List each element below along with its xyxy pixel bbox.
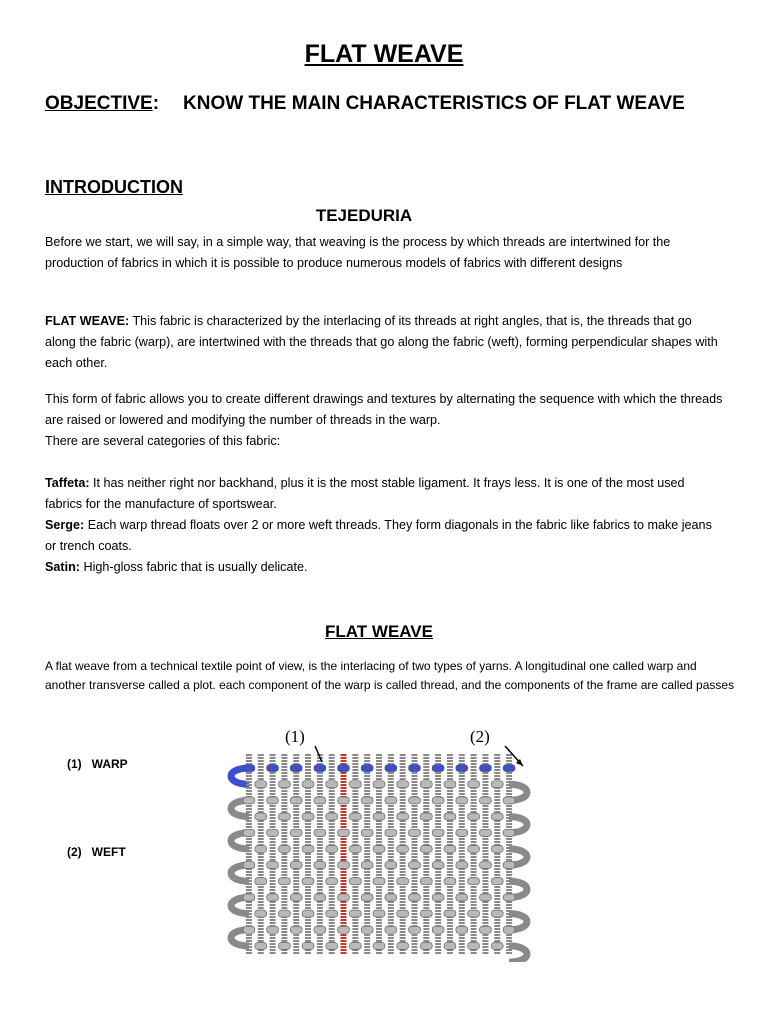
- weft-thread: [503, 829, 515, 836]
- weft-thread: [314, 862, 326, 869]
- weft-thread: [290, 894, 302, 901]
- weft-thread: [243, 797, 255, 804]
- weft-thread: [444, 781, 456, 788]
- weft-thread: [290, 862, 302, 869]
- flat-weave-label: FLAT WEAVE:: [45, 314, 130, 328]
- weft-thread: [278, 845, 290, 852]
- weft-thread: [385, 829, 397, 836]
- intro-paragraph: Before we start, we will say, in a simple way, that weaving is the process by which threads are intertwined for the production of fabrics in which it is possible to produce numerous models of fabrics with different designs: [45, 235, 671, 270]
- legend-warp: [67, 757, 128, 771]
- weft-thread: [432, 797, 444, 804]
- weft-thread: [290, 926, 302, 933]
- serge-text: Each warp thread floats over 2 or more weft threads. They form diagonals in the fabric like fabrics to make jeans or trench coats.: [45, 518, 712, 553]
- flat-weave-paragraph: A flat weave from a technical textile point of view, is the interlacing of two types of yarns. A longitudinal one called warp and another transverse called a plot. each component of the warp is called thread, and the components of the frame are called passes: [45, 659, 735, 692]
- weft-thread: [420, 942, 432, 949]
- legend-weft: [67, 845, 126, 859]
- weft-thread: [243, 862, 255, 869]
- weft-thread: [338, 894, 350, 901]
- weft-thread: [373, 845, 385, 852]
- weft-thread-highlighted: [503, 765, 515, 772]
- weft-thread: [468, 942, 480, 949]
- marker-1-label: (1): [285, 727, 305, 746]
- weft-thread: [290, 797, 302, 804]
- weft-thread: [456, 862, 468, 869]
- weft-thread: [397, 845, 409, 852]
- weft-thread: [373, 813, 385, 820]
- weft-thread: [397, 813, 409, 820]
- weft-thread: [326, 845, 338, 852]
- marker-2-label: (2): [470, 727, 490, 746]
- weft-thread: [255, 878, 267, 885]
- weft-thread: [503, 926, 515, 933]
- weft-thread: [420, 813, 432, 820]
- weft-thread-highlighted: [267, 765, 279, 772]
- weft-thread: [314, 894, 326, 901]
- legend-warp-label: WARP: [91, 757, 128, 771]
- weft-thread: [267, 829, 279, 836]
- weft-thread: [385, 797, 397, 804]
- weave-diagram: [215, 722, 535, 962]
- tejeduria-heading: TEJEDURIA: [315, 206, 413, 225]
- weft-thread: [397, 781, 409, 788]
- weft-thread: [267, 894, 279, 901]
- weft-thread: [444, 942, 456, 949]
- weft-thread: [480, 894, 492, 901]
- weft-thread: [432, 926, 444, 933]
- weft-thread: [409, 862, 421, 869]
- weft-thread: [326, 781, 338, 788]
- weft-thread: [255, 942, 267, 949]
- weft-thread: [278, 781, 290, 788]
- weft-thread: [444, 813, 456, 820]
- objective-label: OBJECTIVE: [45, 93, 153, 114]
- weft-thread: [432, 862, 444, 869]
- weft-thread: [314, 797, 326, 804]
- weft-thread: [491, 813, 503, 820]
- weft-thread: [480, 862, 492, 869]
- weft-thread: [326, 942, 338, 949]
- category-serge: [45, 515, 725, 557]
- weft-thread: [338, 797, 350, 804]
- weft-thread: [456, 829, 468, 836]
- weft-thread: [243, 926, 255, 933]
- weft-thread-highlighted: [243, 765, 255, 772]
- legend-warp-number: (1): [67, 757, 82, 771]
- weft-thread: [491, 942, 503, 949]
- weft-thread: [243, 894, 255, 901]
- weft-thread: [444, 910, 456, 917]
- weft-thread: [456, 894, 468, 901]
- satin-text: High-gloss fabric that is usually delicate.: [79, 560, 308, 574]
- weft-thread: [338, 829, 350, 836]
- weft-thread: [491, 878, 503, 885]
- weft-thread: [302, 910, 314, 917]
- weft-thread: [468, 910, 480, 917]
- weft-thread: [349, 813, 361, 820]
- weft-thread: [349, 845, 361, 852]
- weft-thread: [361, 926, 373, 933]
- taffeta-text: It has neither right nor backhand, plus it is the most stable ligament. It frays less. It is one of the most used fabrics for the manufacture of sportswear.: [45, 476, 685, 511]
- weft-thread: [503, 894, 515, 901]
- objective-text: KNOW THE MAIN CHARACTERISTICS OF FLAT WEAVE: [183, 93, 685, 114]
- weft-thread: [349, 781, 361, 788]
- weft-thread: [397, 910, 409, 917]
- weft-thread: [468, 813, 480, 820]
- objective-colon: :: [152, 93, 160, 114]
- weft-thread: [373, 781, 385, 788]
- weft-thread-highlighted: [385, 765, 397, 772]
- weft-thread: [468, 781, 480, 788]
- weft-thread: [326, 910, 338, 917]
- category-satin: [45, 557, 725, 578]
- weft-thread: [432, 829, 444, 836]
- weft-thread: [420, 878, 432, 885]
- weft-thread: [302, 845, 314, 852]
- weft-thread: [409, 926, 421, 933]
- taffeta-label: Taffeta:: [45, 476, 90, 490]
- weft-thread: [302, 781, 314, 788]
- weft-thread: [491, 845, 503, 852]
- serge-label: Serge:: [45, 518, 85, 532]
- weft-thread: [397, 942, 409, 949]
- weft-thread-highlighted: [409, 765, 421, 772]
- weft-thread: [267, 926, 279, 933]
- satin-label: Satin:: [45, 560, 80, 574]
- weft-thread: [278, 878, 290, 885]
- category-taffeta: [45, 473, 725, 515]
- weft-thread: [456, 797, 468, 804]
- weft-thread: [338, 926, 350, 933]
- weft-thread: [267, 862, 279, 869]
- weft-thread: [278, 910, 290, 917]
- weft-thread: [468, 845, 480, 852]
- weft-thread-highlighted: [456, 765, 468, 772]
- weft-thread: [385, 862, 397, 869]
- weft-thread: [278, 942, 290, 949]
- weft-thread: [326, 878, 338, 885]
- weft-thread: [420, 910, 432, 917]
- weft-thread: [255, 813, 267, 820]
- weft-thread-highlighted: [290, 765, 302, 772]
- weft-thread: [409, 894, 421, 901]
- legend-weft-number: (2): [67, 845, 82, 859]
- weft-thread: [302, 942, 314, 949]
- weft-thread: [361, 894, 373, 901]
- page-title: FLAT WEAVE: [304, 40, 464, 68]
- weft-thread: [468, 878, 480, 885]
- fabric-form-paragraph: [45, 389, 725, 452]
- flat-weave-definition: [45, 311, 725, 374]
- weft-thread: [373, 910, 385, 917]
- objective-line: [45, 93, 685, 115]
- weft-thread: [349, 942, 361, 949]
- weft-thread: [456, 926, 468, 933]
- weft-thread: [503, 797, 515, 804]
- weft-thread: [480, 829, 492, 836]
- weft-thread: [302, 813, 314, 820]
- weft-thread: [385, 926, 397, 933]
- weft-thread-highlighted: [338, 765, 350, 772]
- weft-thread: [480, 926, 492, 933]
- weft-thread: [420, 781, 432, 788]
- weft-thread: [302, 878, 314, 885]
- weft-thread: [290, 829, 302, 836]
- weft-thread: [349, 910, 361, 917]
- fabric-form-text: This form of fabric allows you to create different drawings and textures by alternating the sequence with which the threads are raised or lowered and modifying the number of threads in the warp.: [45, 392, 723, 427]
- weft-thread-highlighted: [314, 765, 326, 772]
- weft-thread: [243, 829, 255, 836]
- weft-thread: [503, 862, 515, 869]
- weft-thread: [338, 862, 350, 869]
- categories-intro: There are several categories of this fabric:: [45, 434, 281, 448]
- weft-thread: [267, 797, 279, 804]
- weft-thread: [314, 926, 326, 933]
- weft-thread-highlighted: [361, 765, 373, 772]
- weft-thread: [361, 829, 373, 836]
- weft-thread: [409, 829, 421, 836]
- weft-thread: [314, 829, 326, 836]
- legend-weft-label: WEFT: [91, 845, 126, 859]
- weft-thread: [373, 878, 385, 885]
- weft-thread: [361, 862, 373, 869]
- weft-thread: [409, 797, 421, 804]
- weft-thread: [255, 845, 267, 852]
- weft-thread-highlighted: [432, 765, 444, 772]
- weft-thread: [444, 878, 456, 885]
- weft-thread: [326, 813, 338, 820]
- weft-thread: [349, 878, 361, 885]
- weft-thread: [278, 813, 290, 820]
- weft-thread: [491, 910, 503, 917]
- weft-thread: [480, 797, 492, 804]
- weft-thread: [373, 942, 385, 949]
- introduction-heading: INTRODUCTION: [45, 177, 183, 197]
- flat-weave-text: This fabric is characterized by the interlacing of its threads at right angles, that is, the threads that go along the fabric (warp), are intertwined with the threads that go along the fabric (weft), forming perpendicular shapes with each other.: [45, 314, 718, 370]
- weft-thread: [255, 781, 267, 788]
- flat-weave-heading: FLAT WEAVE: [325, 622, 433, 641]
- weft-thread: [491, 781, 503, 788]
- weft-thread: [420, 845, 432, 852]
- weft-thread-highlighted: [480, 765, 492, 772]
- weft-thread: [385, 894, 397, 901]
- weft-thread: [397, 878, 409, 885]
- categories-list: [45, 473, 725, 578]
- weft-thread: [432, 894, 444, 901]
- weft-thread: [361, 797, 373, 804]
- weft-thread: [255, 910, 267, 917]
- weft-thread: [444, 845, 456, 852]
